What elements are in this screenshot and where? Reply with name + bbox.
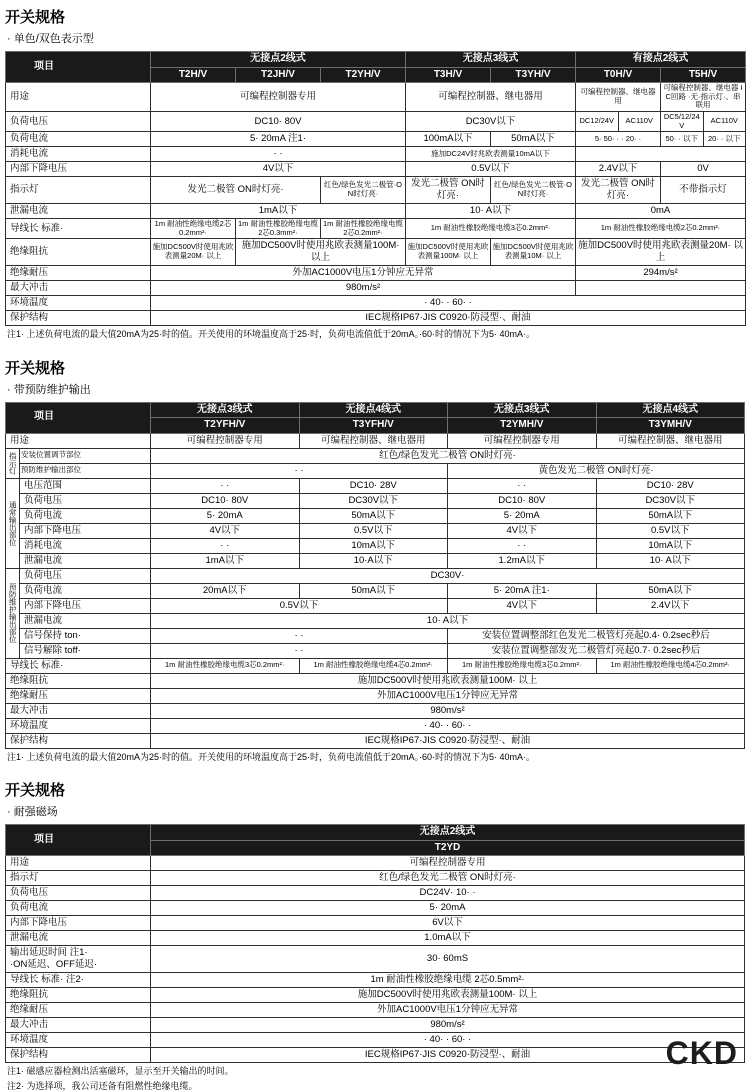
row-label: 绝缘耐压 [6,265,151,280]
section-subtitle: · 带预防维护输出 [7,383,91,396]
row-label: 用途 [6,433,151,448]
row-label: 负荷电流 [20,583,151,598]
spec-cell: 1m 耐油性橡胶绝缘电缆2芯0.3mm²· [236,218,321,238]
group-header-row [6,402,745,418]
spec-cell: 不带指示灯 [661,177,746,204]
spec-cell: DC30V· [151,568,745,583]
row-label: 导线长 标准· [6,218,151,238]
row-label: 最大冲击 [6,280,151,295]
spec-cell: 2.4V以下 [596,598,745,613]
spec-cell: DC10· 80V [151,111,406,131]
group-label-indicator: 指示灯 [6,448,20,478]
column-group-header: 无接点2线式 [151,825,745,841]
spec-row-pm-leakage-current [6,613,745,628]
row-label: 绝缘耐压 [6,688,151,703]
spec-cell: 30· 60mS [151,946,745,973]
spec-cell: · 40· · 60· · [151,295,746,310]
spec-cell: 1mA以下 [151,553,300,568]
column-header-item: 项目 [6,825,151,856]
spec-cell: · · [151,147,406,162]
spec-cell: DC30V以下 [299,493,448,508]
spec-cell: 可编程控制器、继电器用 [299,433,448,448]
spec-cell: IEC规格IP67·JIS C0920·防浸型·、耐油 [151,1048,745,1063]
spec-cell: 4V以下 [151,162,406,177]
row-label: 负荷电流 [20,508,151,523]
spec-cell: DC5/12/24V [661,111,704,131]
group-label-normal-output: 通常输出部位 [6,478,20,568]
spec-row-indicator-maintenance [6,463,745,478]
section-subtitle: · 单色/双色表示型 [7,33,94,45]
spec-row-indicator [6,871,745,886]
row-label: 环境温度 [6,1033,151,1048]
row-label: 负荷电流 [6,901,151,916]
spec-row-load-current [6,508,745,523]
spec-cell: 4V以下 [448,598,597,613]
spec-cell: 可编程控制器专用 [448,433,597,448]
spec-row-usage [6,83,746,112]
spec-table-single-dual-color [5,51,746,326]
spec-cell: 可编程控制器、继电器用 [596,433,745,448]
row-label [6,946,151,973]
spec-row-lead-wire [6,658,745,673]
model-header: T3YFH/V [299,418,448,434]
spec-cell: 1.2mA以下 [448,553,597,568]
row-label: 导线长 标准· [6,658,151,673]
spec-cell: 安装位置调整部发光二极管灯亮起0.7· 0.2sec秒后 [448,643,745,658]
spec-cell: 980m/s² [151,280,576,295]
spec-row-internal-voltage-drop [6,162,746,177]
spec-row-protection [6,733,745,748]
row-label: 用途 [6,83,151,112]
spec-row-load-voltage [6,886,745,901]
ckd-logo: CKD [665,1035,738,1071]
model-header: T3YMH/V [596,418,745,434]
spec-cell: · · [448,478,597,493]
spec-cell: 4V以下 [448,523,597,538]
row-label: 最大冲击 [6,1018,151,1033]
spec-cell: · · [151,463,448,478]
model-header: T3YH/V [491,67,576,83]
spec-cell: DC10· 80V [448,493,597,508]
row-label: 保护结构 [6,733,151,748]
model-header: T2H/V [151,67,236,83]
column-group-header: 有接点2线式 [576,52,746,68]
row-label: 内部下降电压 [6,916,151,931]
model-header: T0H/V [576,67,661,83]
row-label: 导线长 标准· 注2· [6,973,151,988]
spec-row-insulation-resistance [6,239,746,266]
model-header: T2YD [151,840,745,856]
spec-cell: 施加DC500V时使用兆欧表测量10M· 以上 [491,239,576,266]
section-title: 开关规格 [5,9,66,26]
row-label-line2: ·ON延迟、OFF延迟· [10,959,98,971]
spec-cell: 外加AC1000V电压1分钟应无异常 [151,265,576,280]
spec-cell: 10mA以下 [299,538,448,553]
footnote: 注1· 上述负荷电流的最大值20mA为25·时的值。开关使用的环境温度高于25·时，负荷电流值低于20mA。·60·时的情况下为5· 40mA·。 [7,751,536,762]
spec-row-pm-internal-voltage-drop [6,598,745,613]
spec-cell: 施加DC500V时使用兆欧表测量100M· 以上 [151,673,745,688]
row-label: 信号保持 ton· [20,628,151,643]
spec-row-lead-wire [6,973,745,988]
spec-cell: 1m 耐油性橡胶绝缘电缆3芯0.2mm²· [406,218,576,238]
spec-cell: 5· 20mA 注1· [448,583,597,598]
column-group-header: 无接点3线式 [448,402,597,418]
spec-cell: 50· · 以下 [661,132,704,147]
spec-row-leakage-current [6,203,746,218]
spec-cell: 0V [661,162,746,177]
spec-cell: 20· · 以下 [703,132,746,147]
spec-cell: IEC规格IP67·JIS C0920·防浸型·、耐油 [151,310,746,325]
spec-cell: 0.5V以下 [299,523,448,538]
row-label: 泄漏电流 [6,931,151,946]
spec-cell: DC12/24V [576,111,619,131]
spec-cell: 施加DC500V时使用兆欧表测量100M· 以上 [151,988,745,1003]
row-label: 信号解除 toff· [20,643,151,658]
spec-cell: 施加DC24V时兆欧表测量10mA以下 [406,147,576,162]
spec-table-magnetic-field-resistant [5,824,745,1063]
section-subtitle: · 耐强磁场 [7,806,58,819]
row-label: 指示灯 [6,177,151,204]
spec-cell: 5· 50· · · 20· · [576,132,661,147]
spec-row-ambient-temperature [6,718,745,733]
spec-row-insulation-resistance [6,673,745,688]
spec-table-preventive-maintenance [5,402,745,749]
section-preventive-maintenance [5,357,745,764]
spec-row-leakage-current [6,931,745,946]
spec-cell: 5· 20mA 注1· [151,132,406,147]
row-label: 绝缘阻抗 [6,988,151,1003]
row-label: 保护结构 [6,310,151,325]
spec-cell: 施加DC500V时使用兆欧表测量100M· 以上 [236,239,406,266]
spec-cell: 红色/绿色发光二极管·ON时灯亮· [321,177,406,204]
row-label: 消耗电流 [6,147,151,162]
spec-row-pm-load-voltage [6,568,745,583]
spec-cell: 1.0mA以下 [151,931,745,946]
row-label: 最大冲击 [6,703,151,718]
spec-cell: 5· 20mA [448,508,597,523]
spec-cell: 10· A以下 [406,203,576,218]
row-label: 指示灯 [6,871,151,886]
spec-cell: 980m/s² [151,1018,745,1033]
spec-row-insulation-resistance [6,988,745,1003]
spec-cell: 1mA以下 [151,203,406,218]
row-label: 消耗电流 [20,538,151,553]
spec-cell: 1m 耐油性橡胶绝缘电缆 2芯0.5mm²· [151,973,745,988]
spec-cell: 0.5V以下 [151,598,448,613]
spec-cell: DC10· 28V [596,478,745,493]
row-label: 负荷电压 [6,886,151,901]
spec-cell: 50mA以下 [596,583,745,598]
spec-cell: 10· A以下 [596,553,745,568]
row-label: 内部下降电压 [6,162,151,177]
spec-cell: · 40· · 60· · [151,1033,745,1048]
spec-row-internal-voltage-drop [6,916,745,931]
spec-cell: DC10· 80V [151,493,300,508]
spec-cell: 施加DC500V时使用兆欧表测量20M· 以上 [151,239,236,266]
row-label: 内部下降电压 [20,598,151,613]
spec-cell: · · [151,628,448,643]
spec-cell: 6V以下 [151,916,745,931]
spec-cell: 红色/绿色发光二极管 ON时灯亮· [151,448,745,463]
spec-cell: DC24V· 10· · [151,886,745,901]
row-label: 负荷电压 [20,493,151,508]
footnote: 注1· 上述负荷电流的最大值20mA为25·时的值。开关使用的环境温度高于25·时，负荷电流值低于20mA。·60·时的情况下为5· 40mA·。 [7,328,536,339]
spec-cell: · · [151,538,300,553]
row-label: 绝缘阻抗 [6,239,151,266]
row-label: 泄漏电流 [20,613,151,628]
group-label-maintenance-output: 预防维护输出部位 [6,568,20,658]
row-label: 负荷电压 [20,568,151,583]
spec-cell: 1m 耐油性橡胶绝缘电缆3芯0.2mm²· [448,658,597,673]
row-label: 预防维护输出部位 [20,463,151,478]
column-group-header: 无接点2线式 [151,52,406,68]
spec-cell: 10·A以下 [299,553,448,568]
model-header: T2YFH/V [151,418,300,434]
spec-cell: 50mA以下 [491,132,576,147]
spec-cell: 施加DC500V时使用兆欧表测量100M· 以上 [406,239,491,266]
spec-row-load-current [6,132,746,147]
spec-cell: 可编程控制器专用 [151,83,406,112]
group-header-row [6,825,745,841]
spec-row-usage [6,433,745,448]
row-label: 环境温度 [6,295,151,310]
spec-cell: IEC规格IP67·JIS C0920·防浸型·、耐油 [151,733,745,748]
spec-cell: 发光二极管 ON时灯亮· [576,177,661,204]
spec-cell: 红色/绿色发光二极管·ON时灯亮· [491,177,576,204]
spec-row-signal-release [6,643,745,658]
spec-cell: 可编程控制器、继电器用 [406,83,576,112]
spec-row-usage [6,856,745,871]
spec-row-load-current [6,901,745,916]
column-group-header: 无接点4线式 [596,402,745,418]
spec-cell: 可编程控制器专用 [151,856,745,871]
spec-row-leakage-current [6,553,745,568]
section-title: 开关规格 [5,782,66,800]
spec-cell: · · [151,643,448,658]
spec-row-max-shock [6,280,746,295]
spec-cell: 可编程控制器、继电器用 [576,83,661,112]
spec-cell [576,147,746,162]
row-label: 负荷电压 [6,111,151,131]
spec-cell: 10· A以下 [151,613,745,628]
spec-cell: 50mA以下 [299,508,448,523]
spec-cell: 4V以下 [151,523,300,538]
spec-cell: 0mA [576,203,746,218]
column-header-item: 项目 [6,402,151,433]
row-label: 用途 [6,856,151,871]
section-title: 开关规格 [5,359,66,377]
spec-cell: 10mA以下 [596,538,745,553]
spec-row-current-consumption [6,538,745,553]
spec-cell: 980m/s² [151,703,745,718]
spec-cell: · · [448,538,597,553]
row-label: 内部下降电压 [20,523,151,538]
spec-cell: · · [151,478,300,493]
row-label: 负荷电流 [6,132,151,147]
spec-row-pm-load-current [6,583,745,598]
row-label: 保护结构 [6,1048,151,1063]
spec-row-protection [6,310,746,325]
spec-cell: 2.4V以下 [576,162,661,177]
row-label: 绝缘阻抗 [6,673,151,688]
model-header: T5H/V [661,67,746,83]
spec-row-output-delay [6,946,745,973]
footnote: 注2· 为选择项，我公司还备有阻燃性绝缘电缆。 [7,1080,198,1091]
spec-row-load-voltage [6,493,745,508]
spec-cell: 外加AC1000V电压1分钟应无异常 [151,688,745,703]
spec-cell: 1m 耐油性橡胶绝缘电缆2芯0.2mm²· [576,218,746,238]
row-label: 泄漏电流 [20,553,151,568]
spec-row-load-voltage [6,111,746,131]
spec-row-ambient-temperature [6,1033,745,1048]
spec-row-ambient-temperature [6,295,746,310]
spec-cell: 红色/绿色发光二极管 ON时灯亮· [151,871,745,886]
spec-cell [576,280,746,295]
spec-cell: 294m/s² [576,265,746,280]
spec-cell: 5· 20mA [151,901,745,916]
section-magnetic-field-resistant [5,779,745,1092]
spec-cell: 可编程控制器、继电器 IC回路 ·无·指示灯·、串联用 [661,83,746,112]
spec-cell: 施加DC500V时使用兆欧表测量20M· 以上 [576,239,746,266]
spec-cell: 可编程控制器专用 [151,433,300,448]
spec-cell: 黄色发光二极管 ON时灯亮· [448,463,745,478]
row-label: 安装位置调节部位 [20,448,151,463]
spec-cell: AC110V [618,111,661,131]
spec-row-protection [6,1048,745,1063]
spec-row-current-consumption [6,147,746,162]
spec-cell: 1m 耐油性橡胶绝缘电缆4芯0.2mm²· [299,658,448,673]
spec-cell: 发光二极管 ON时灯亮· [151,177,321,204]
model-header: T3H/V [406,67,491,83]
spec-cell: 0.5V以下 [596,523,745,538]
footnote: 注1· 磁感应器检测出活塞磁环，显示至开关输出的时间。 [7,1066,234,1076]
column-group-header: 无接点4线式 [299,402,448,418]
spec-cell: AC110V [703,111,746,131]
spec-row-internal-voltage-drop [6,523,745,538]
spec-row-indicator [6,177,746,204]
model-header: T2YMH/V [448,418,597,434]
column-group-header: 无接点3线式 [151,402,300,418]
spec-cell: DC30V以下 [406,111,576,131]
spec-row-indicator-setting [6,448,745,463]
spec-cell: 1m 耐油性橡胶绝缘电缆3芯0.2mm²· [151,658,300,673]
column-group-header: 无接点3线式 [406,52,576,68]
spec-cell: 1m 耐油性橡胶绝缘电缆2芯0.2mm²· [321,218,406,238]
spec-cell: 20mA以下 [151,583,300,598]
model-header: T2YH/V [321,67,406,83]
spec-row-signal-hold [6,628,745,643]
section-single-dual-color [5,6,745,341]
group-header-row [6,52,746,68]
spec-row-withstand-voltage [6,1003,745,1018]
spec-cell: 5· 20mA [151,508,300,523]
spec-cell: 发光二极管 ON时灯亮· [406,177,491,204]
spec-cell: 安装位置调整部红色发光二极管灯亮起0.4· 0.2sec秒后 [448,628,745,643]
spec-cell: DC30V以下 [596,493,745,508]
spec-cell: 1m 耐油性橡胶绝缘电缆4芯0.2mm²· [596,658,745,673]
row-label: 泄漏电流 [6,203,151,218]
spec-cell: 50mA以下 [596,508,745,523]
spec-cell: DC10· 28V [299,478,448,493]
spec-cell: 50mA以下 [299,583,448,598]
spec-row-max-shock [6,703,745,718]
column-header-item: 项目 [6,52,151,83]
spec-cell: 1m 耐油性绝缘电缆2芯0.2mm²· [151,218,236,238]
spec-cell: 外加AC1000V电压1分钟应无异常 [151,1003,745,1018]
spec-row-lead-wire [6,218,746,238]
row-label: 环境温度 [6,718,151,733]
row-label-line1: 输出延迟时间 注1· [10,947,88,959]
row-label: 电压范围 [20,478,151,493]
spec-cell: 0.5V以下 [406,162,576,177]
row-label: 绝缘耐压 [6,1003,151,1018]
spec-row-withstand-voltage [6,265,746,280]
spec-row-max-shock [6,1018,745,1033]
spec-cell: · 40· · 60· · [151,718,745,733]
spec-cell: 100mA以下 [406,132,491,147]
spec-row-voltage-range [6,478,745,493]
spec-row-withstand-voltage [6,688,745,703]
model-header: T2JH/V [236,67,321,83]
